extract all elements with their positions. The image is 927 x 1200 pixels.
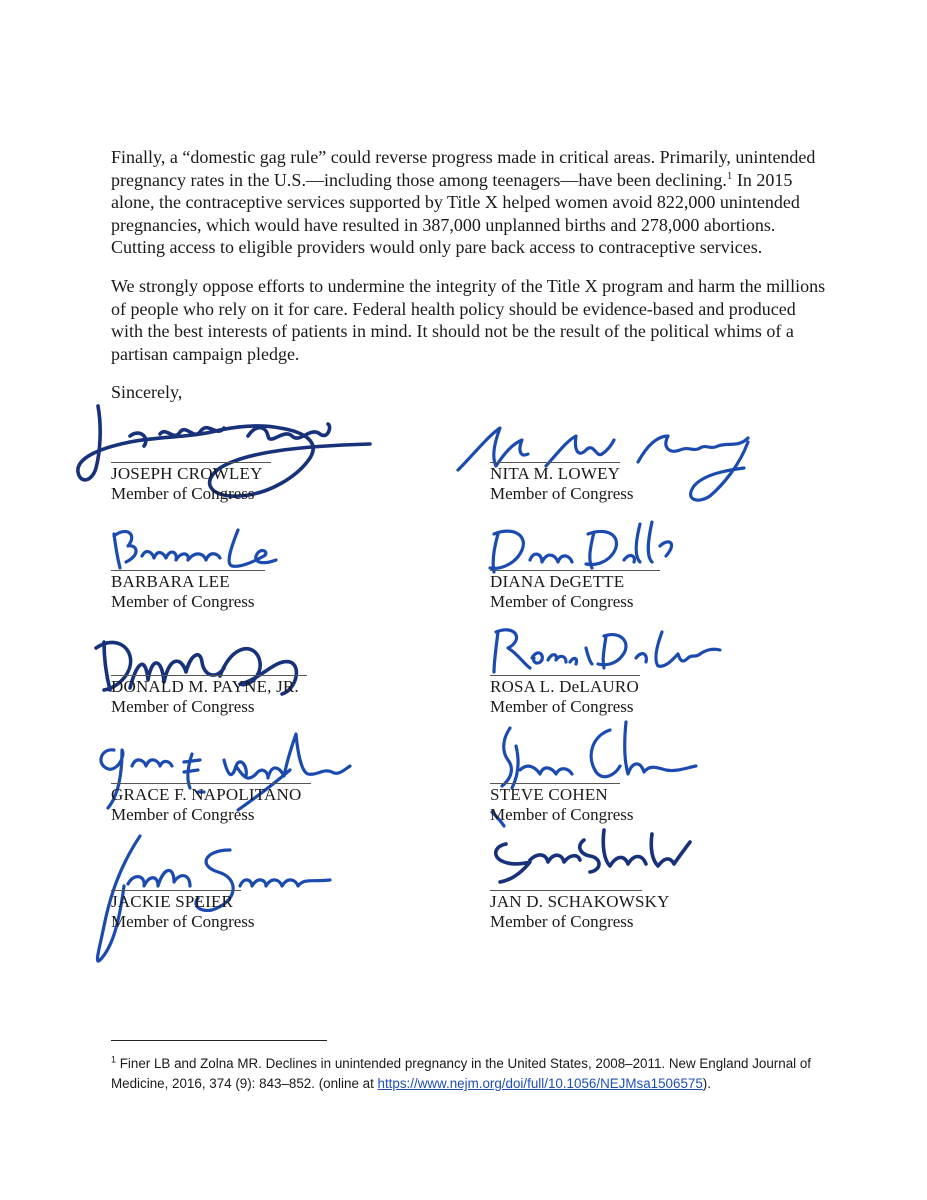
signatory-name: BARBARA LEE [111, 572, 230, 591]
signature-line [111, 890, 241, 891]
signatory-title: Member of Congress [111, 697, 255, 716]
signature-line [111, 783, 311, 784]
signatory-title: Member of Congress [490, 912, 634, 931]
footnote-reference: 1 [726, 169, 733, 182]
signatory-title: Member of Congress [490, 697, 634, 716]
body-paragraph-1 [111, 146, 831, 259]
signature-line [490, 570, 660, 571]
footnote-text: Finer LB and Zolna MR. Declines in unintended pregnancy in the United States, 2008–2011. New England Journal of Medicine, 2016, 374 (9): 843–852. (online at [111, 1056, 812, 1091]
signatory-name: GRACE F. NAPOLITANO [111, 785, 302, 804]
signature-line [490, 675, 640, 676]
signatory-title: Member of Congress [111, 912, 255, 931]
signature-lee-icon [106, 520, 286, 580]
signatory-name: DONALD M. PAYNE, JR. [111, 677, 299, 696]
signature-line [111, 570, 265, 571]
signature-delauro-icon [486, 618, 726, 682]
closing-salutation: Sincerely, [111, 382, 183, 402]
signatory-name: JACKIE SPEIER [111, 892, 234, 911]
footnote-marker: 1 [111, 1054, 117, 1065]
footnote-divider [111, 1040, 327, 1041]
signature-line [111, 462, 271, 463]
signature-schakowsky-icon [486, 820, 696, 894]
signature-line [490, 462, 620, 463]
signatory-name: JOSEPH CROWLEY [111, 464, 263, 483]
signatory-title: Member of Congress [490, 484, 634, 503]
signature-line [490, 890, 642, 891]
footnote-link[interactable]: https://www.nejm.org/doi/full/10.1056/NEJMsa1506575 [377, 1076, 703, 1091]
signatory-title: Member of Congress [490, 592, 634, 611]
signatory-name: STEVE COHEN [490, 785, 608, 804]
footnote-text-end: ). [702, 1076, 711, 1091]
signatory-name: JAN D. SCHAKOWSKY [490, 892, 670, 911]
signatory-title: Member of Congress [111, 805, 255, 824]
body-paragraph-2: We strongly oppose efforts to undermine the integrity of the Title X program and harm the millions of people who rely on it for care. Federal health policy should be evidence-based and produced with the best interests of patients in mind. It should not be the result of the political whims of a partisan campaign pledge. [111, 276, 826, 364]
paragraph-1-text: Finally, a “domestic gag rule” could reverse progress made in critical areas. Primarily, unintended pregnancy rates in the U.S.—including those among teenagers—have been declining. [111, 147, 816, 190]
signature-line [111, 675, 307, 676]
signatory-title: Member of Congress [490, 805, 634, 824]
signatory-name: NITA M. LOWEY [490, 464, 621, 483]
signatory-name: DIANA DeGETTE [490, 572, 625, 591]
signature-line [490, 783, 620, 784]
paragraph-1-text-cont: In 2015 alone, the contraceptive services supported by Title X helped women avoid 822,000 unintended pregnancies, which would have resulted in 387,000 unplanned births and 278,000 abortions. Cutting access to eligible providers would only pare back access to contraceptive services. [111, 169, 800, 257]
signatory-name: ROSA L. DeLAURO [490, 677, 639, 696]
footnote [111, 1054, 831, 1094]
signatory-title: Member of Congress [111, 484, 255, 503]
signatory-title: Member of Congress [111, 592, 255, 611]
